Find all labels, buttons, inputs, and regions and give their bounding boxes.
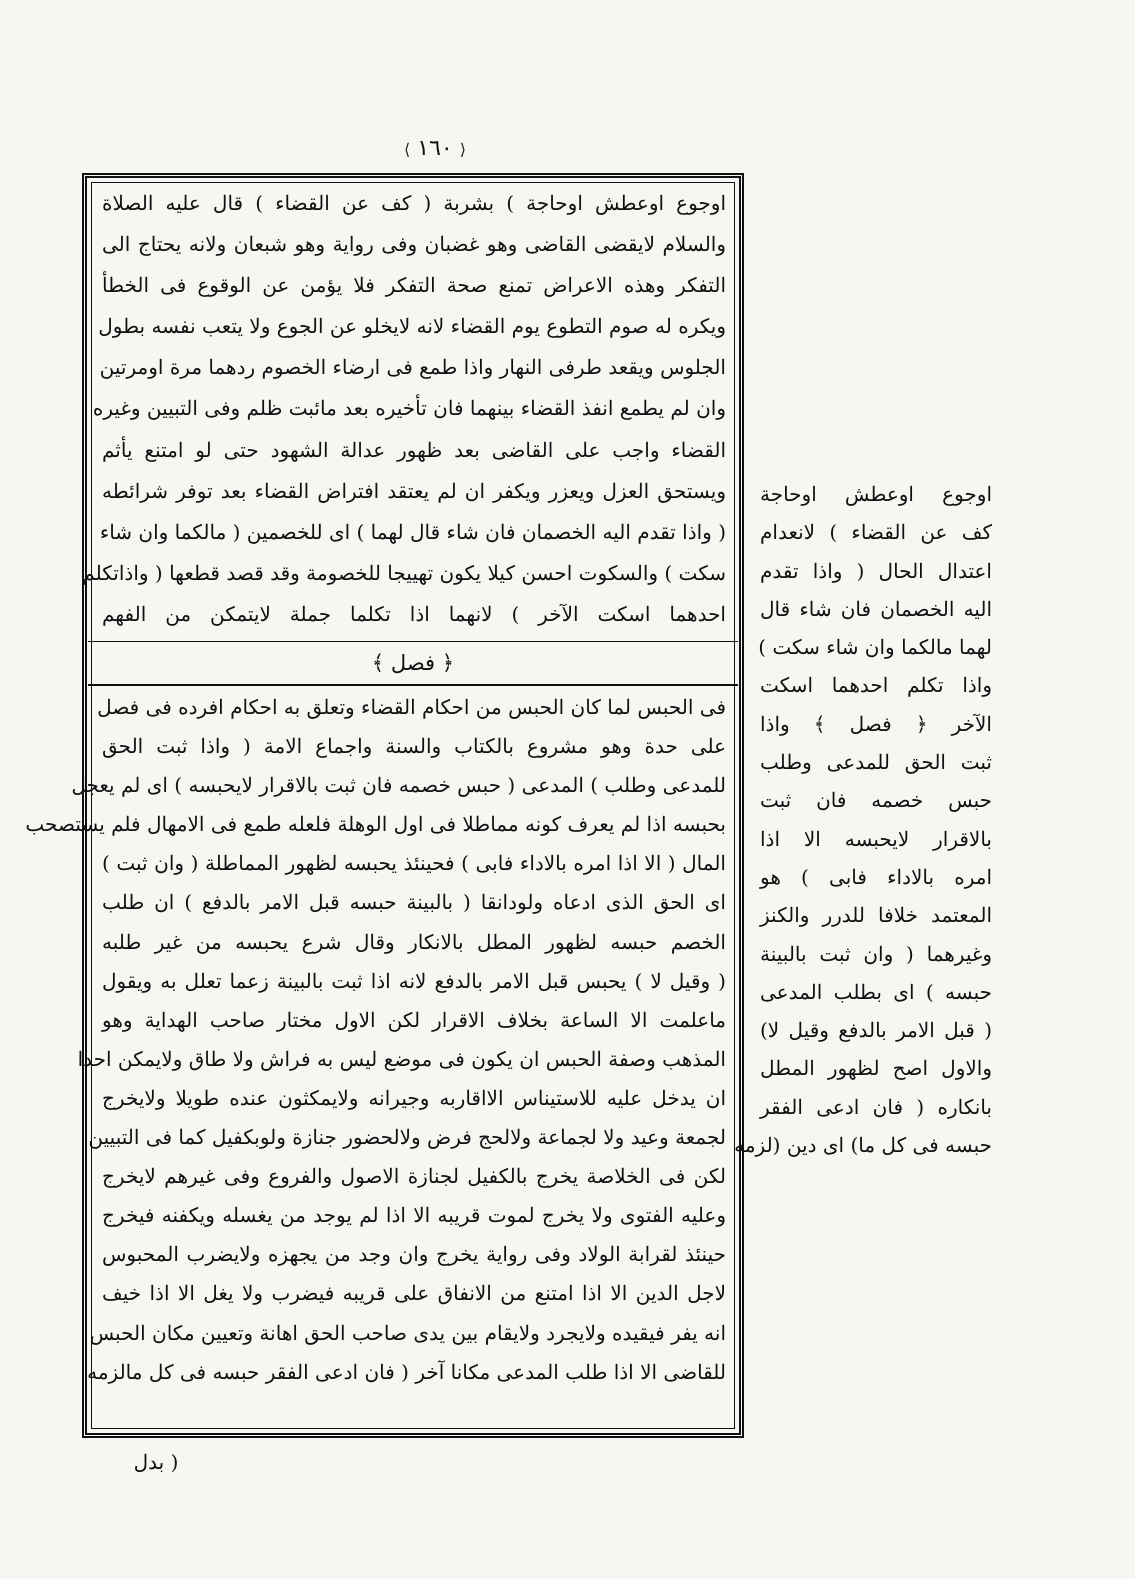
text-line: المال ( الا اذا امره بالاداء فابى ) فحينئذ يحبسه لظهور المماطلة ( وان ثبت ) xyxy=(102,851,726,876)
text-line: على حدة وهو مشروع بالكتاب والسنة واجماع الامة ( واذا ثبت الحق xyxy=(102,734,726,759)
text-line: سكت ) والسكوت احسن كيلا يكون تهييجا للخصومة وقد قصد قطعها ( واذاتكلم xyxy=(82,560,726,585)
text-line: ( واذا تقدم اليه الخصمان فان شاء قال لهما ) اى للخصمين ( مالكما وان شاء xyxy=(99,519,726,544)
text-line: ان يدخل عليه للاستيناس الااقاربه وجيرانه ولايمكثون عنده طويلا ولايخرج xyxy=(102,1085,726,1110)
text-line: الآخر ﴿ فصل ﴾ واذا xyxy=(760,711,992,736)
text-line: للمدعى وطلب ) المدعى ( حبس خصمه فان ثبت بالاقرار لايحبسه ) اى لم يعجل xyxy=(71,773,726,798)
text-line: للقاضى الا اذا طلب المدعى مكانا آخر ( فان ادعى الفقر حبسه فى كل مالزمه xyxy=(87,1359,726,1384)
text-line: كف عن القضاء ) لانعدام xyxy=(760,520,992,545)
text-line: المذهب وصفة الحبس ان يكون فى موضع ليس به فراش ولا طاق ولايمكن احدا xyxy=(77,1046,726,1071)
margin-text xyxy=(734,475,992,1164)
text-line: بحبسه اذا لم يعرف كونه مماطلا فى اول الوهلة فلعله طمع فى الامهال فلم يستصحب xyxy=(25,812,726,837)
main-text-block-1 xyxy=(82,183,727,635)
ornament-icon: ﴾ xyxy=(371,651,385,675)
text-line: لهما مالكما وان شاء سكت ) xyxy=(758,635,992,660)
text-line: اوجوع اوعطش اوحاجة xyxy=(760,482,992,506)
right-ornament-icon: ⟩ xyxy=(459,140,466,159)
text-line: حبسه فى كل ما) اى دين (لزمه xyxy=(734,1133,992,1158)
text-line: وان لم يطمع انفذ القضاء بينهما فان تأخيره بعد مائبت ظلم وفى التبيين وغيره xyxy=(92,396,726,421)
text-line: بانكاره ( فان ادعى الفقر xyxy=(760,1094,992,1119)
text-line: الخصم حبسه لظهور المطل بالانكار وقال شرع يحبسه من غير طلبه xyxy=(102,929,726,954)
text-line: لكن فى الخلاصة يخرج بالكفيل لجنازة الاصول والفروع وفى غيرهم لايخرج xyxy=(102,1164,726,1189)
text-line: اوجوع اوعطش اوحاجة ) بشربة ( كف عن القضاء ) قال عليه الصلاة xyxy=(102,191,726,215)
text-line: اعتدال الحال ( واذا تقدم xyxy=(760,558,992,583)
text-line: ويستحق العزل ويعزر ويكفر ان لم يعتقد افتراض القضاء بعد توفر شرائطه xyxy=(102,478,726,503)
text-line: التفكر وهذه الاعراض تمنع صحة التفكر فلا يؤمن عن الوقوع فى الخطأ xyxy=(102,273,726,298)
section-heading xyxy=(88,641,738,686)
text-line: حبس خصمه فان ثبت xyxy=(760,788,992,813)
page-number xyxy=(365,137,505,161)
text-line: ويكره له صوم التطوع يوم القضاء لانه لايخلو عن الجوع ولا يتعب نفسه بطول xyxy=(98,314,726,339)
page-number-text: ١٦٠ xyxy=(417,136,453,161)
text-line: اليه الخصمان فان شاء قال xyxy=(760,596,992,621)
text-line: بالاقرار لايحبسه الا اذا xyxy=(760,826,992,851)
text-line: المعتمد خلافا للدرر والكنز xyxy=(760,903,992,928)
text-line: ثبت الحق للمدعى وطلب xyxy=(760,750,992,775)
text-line: ( وقيل لا ) يحبس قبل الامر بالدفع لانه اذا ثبت بالبينة زعما تعلل به ويقول xyxy=(102,968,726,993)
ornament-icon: ﴿ xyxy=(435,651,455,675)
catchword: ( بدل xyxy=(133,1450,179,1474)
text-line: انه يفر فيقيده ولايجرد ولايقام بين يدى صاحب الحق اهانة وتعيين مكان الحبس xyxy=(89,1320,726,1345)
text-line: حبسه ) اى بطلب المدعى xyxy=(760,979,992,1004)
text-line: لجمعة وعيد ولا لجماعة ولالحج فرض ولالحضور جنازة ولوبكفيل كما فى التبيين xyxy=(88,1125,726,1150)
text-line: لاجل الدين الا اذا امتنع من الانفاق على قريبه فيضرب ولا يغل الا اذا خيف xyxy=(102,1281,726,1306)
text-line: الجلوس ويقعد طرفى النهار واذا طمع فى ارضاء الخصوم ردهما مرة اومرتين xyxy=(99,355,726,380)
text-line: واذا تكلم احدهما اسكت xyxy=(760,673,992,698)
text-line: حينئذ لقرابة الولاد وفى رواية يخرج وان وجد من يجهزه ولايضرب المحبوس xyxy=(102,1242,726,1267)
text-line: وغيرهما ( وان ثبت بالبينة xyxy=(760,941,992,966)
text-line: القضاء واجب على القاضى بعد ظهور عدالة الشهود حتى لو امتنع يأثم xyxy=(102,437,726,462)
text-line: احدهما اسكت الآخر ) لانهما اذا تكلما جملة لايتمكن من الفهم xyxy=(102,601,726,626)
text-line: ( قبل الامر بالدفع وقيل لا) xyxy=(760,1018,992,1043)
text-line: امره بالاداء فابى ) هو xyxy=(760,864,992,889)
text-line: والسلام لايقضى القاضى وهو غضبان وفى رواية وهو شبعان ولانه يحتاج الى xyxy=(102,232,727,257)
main-text-block-2 xyxy=(25,688,726,1392)
text-line: والاول اصح لظهور المطل xyxy=(760,1056,992,1081)
text-line: اى الحق الذى ادعاه ولودانقا ( بالبينة حبسه قبل الامر بالدفع ) ان طلب xyxy=(102,890,726,915)
text-line: فى الحبس لما كان الحبس من احكام القضاء وتعلق به احكام افرده فى فصل xyxy=(97,695,726,719)
section-heading-text: فصل xyxy=(390,651,436,675)
left-ornament-icon: ⟨ xyxy=(404,140,411,159)
text-line: ماعلمت الا الساعة بخلاف الاقرار لكن الاول مختار صاحب الهداية وهو xyxy=(102,1007,726,1032)
text-line: وعليه الفتوى ولا يخرج لموت قريبه الا اذا لم يوجد من يغسله ويكفنه فيخرج xyxy=(102,1203,726,1228)
